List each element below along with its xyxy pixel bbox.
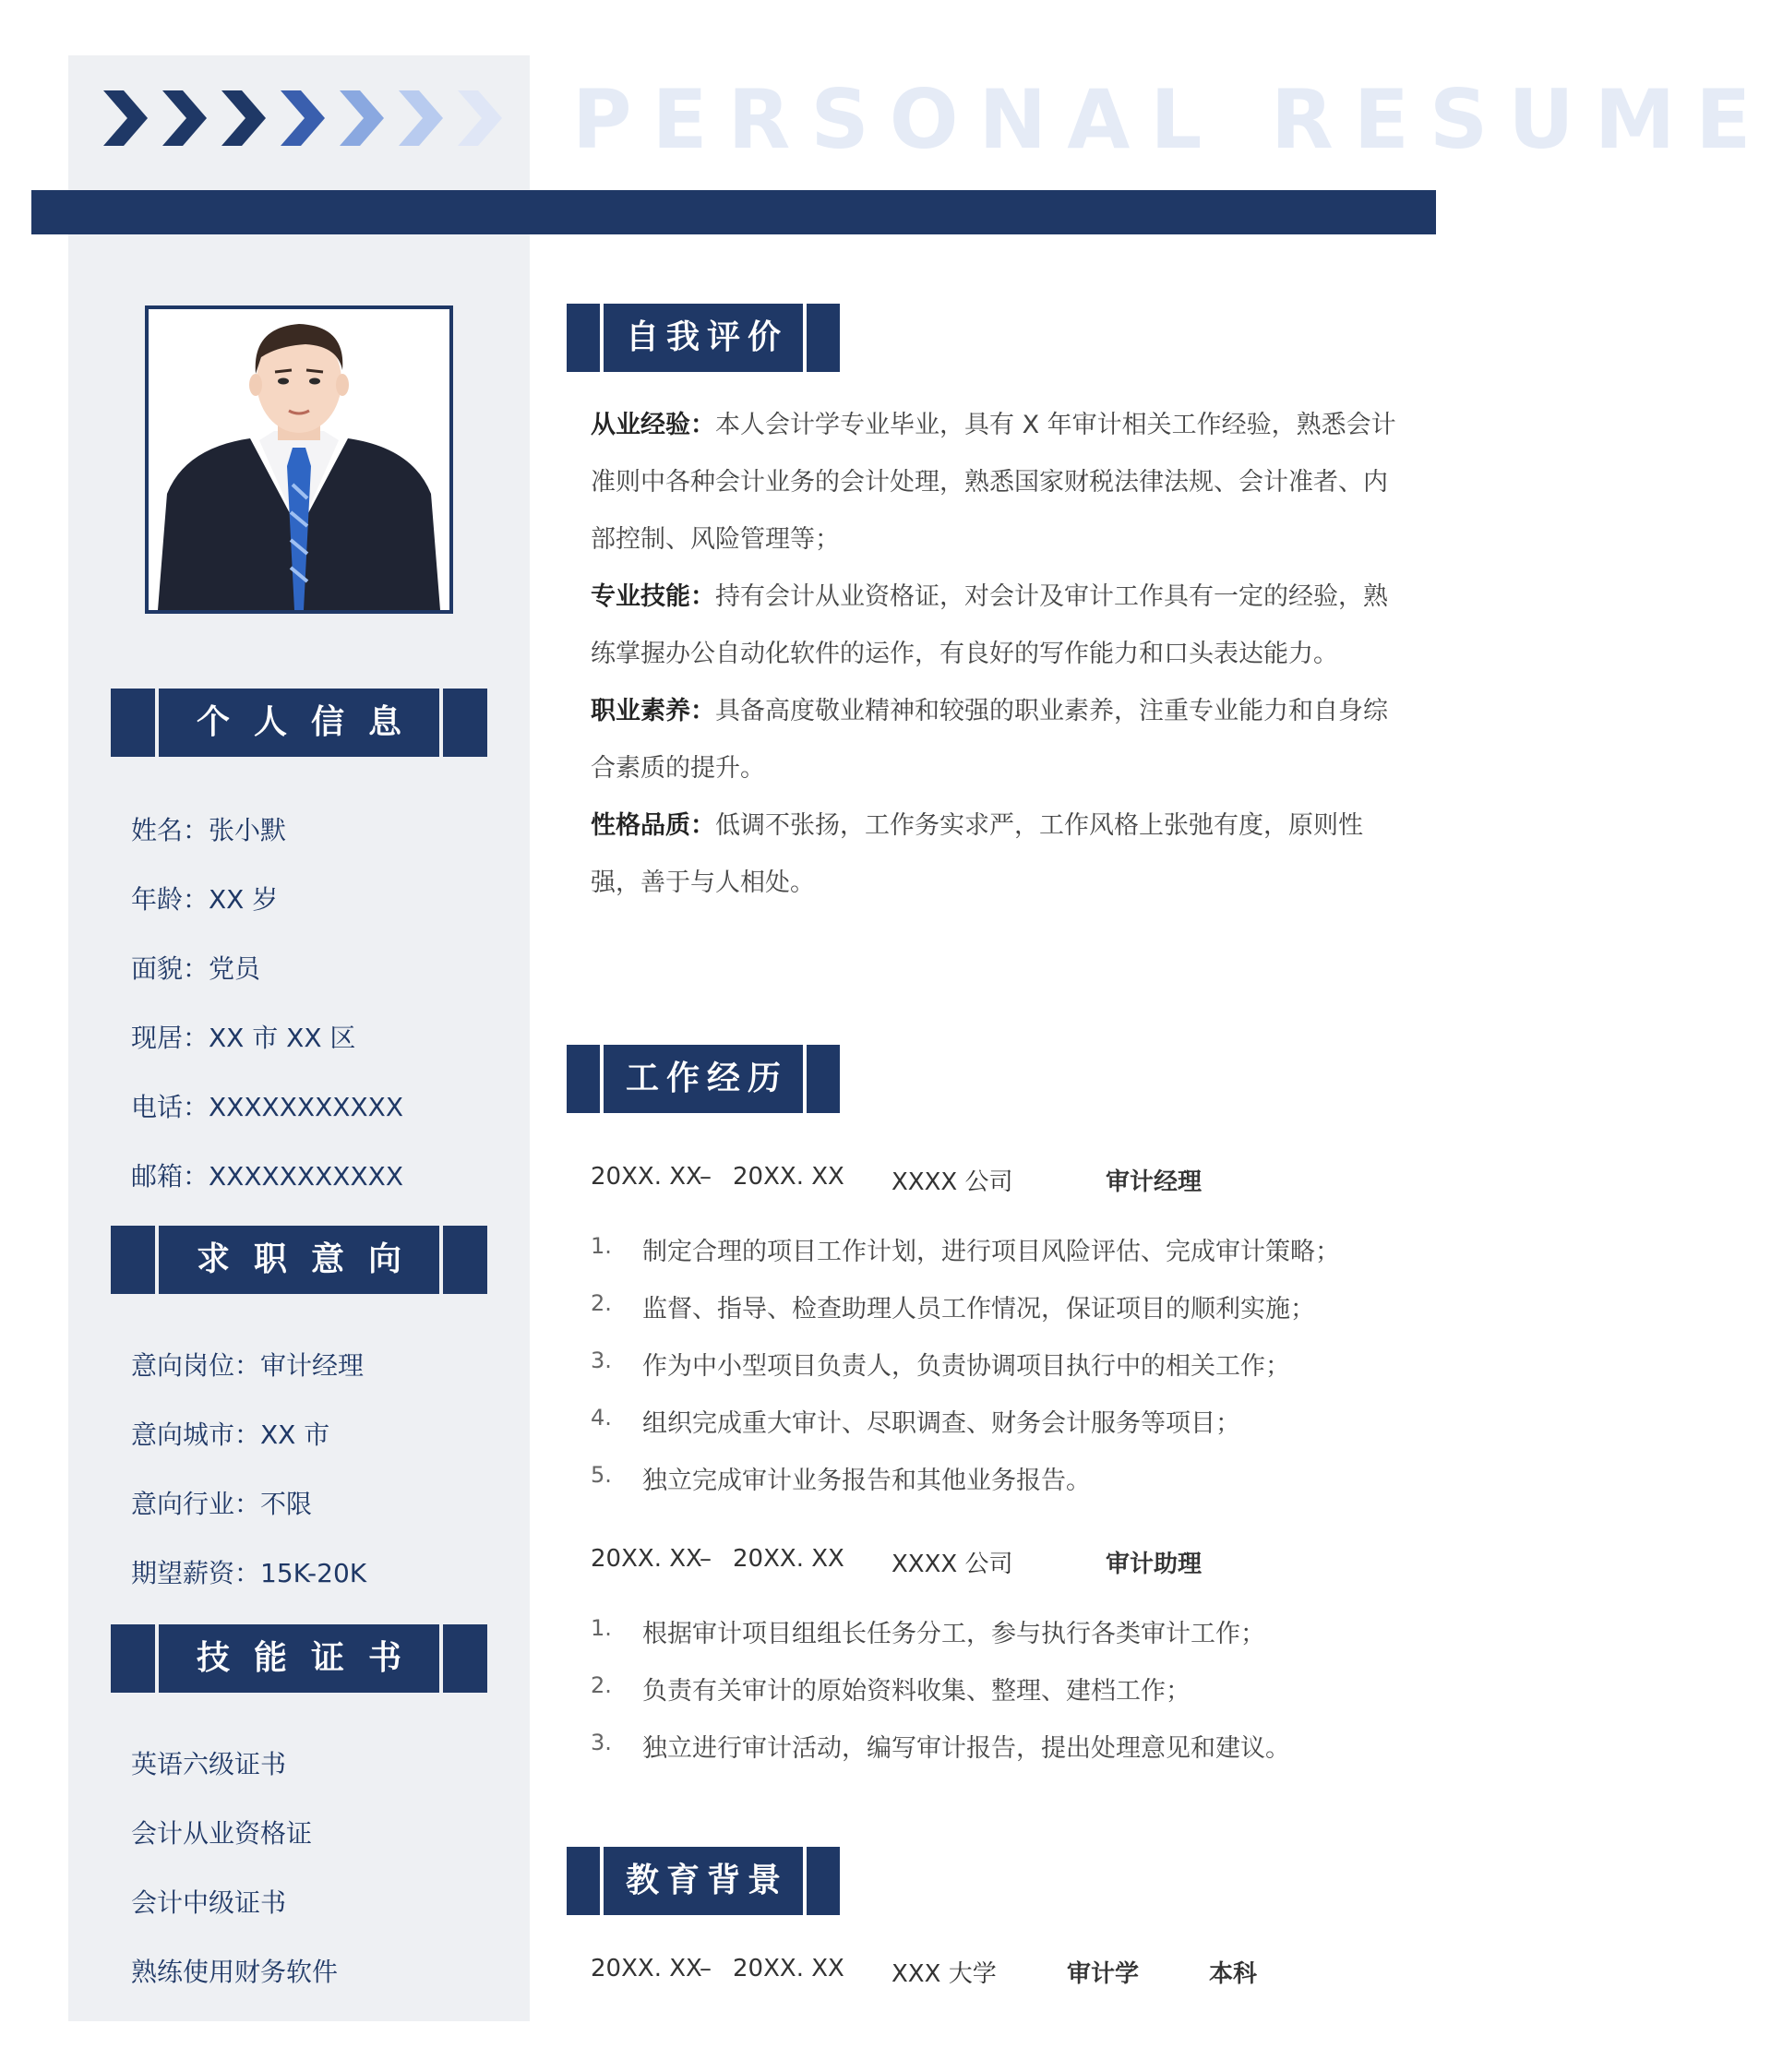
self-eval-header [567, 304, 840, 372]
edu-major: 审计学 [1067, 1960, 1140, 1988]
skills-header [111, 1624, 487, 1693]
chevron-right-icon [458, 90, 502, 146]
intention-header [111, 1226, 487, 1294]
edu-dash: – [700, 1955, 712, 1982]
edu-from: 20XX. XX [591, 1955, 702, 1982]
chevron-right-icon [103, 90, 148, 146]
chevron-right-icon [281, 90, 325, 146]
chevron-right-icon [221, 90, 266, 146]
skill-item: 会计中级证书 [131, 1887, 287, 1918]
job-role: 审计助理 [1106, 1551, 1203, 1578]
info-age: 年龄：XX 岁 [131, 884, 279, 915]
self-eval-entry: 职业素养：具备高度敬业精神和较强的职业素养，注重专业能力和自身综合素质的提升。 [591, 697, 1388, 783]
avatar-icon [149, 309, 449, 610]
edu-degree: 本科 [1209, 1960, 1258, 1988]
header-band [31, 190, 1436, 234]
info-residence: 现居：XX 市 XX 区 [131, 1023, 356, 1053]
info-politics: 面貌：党员 [131, 953, 261, 984]
edu-school: XXX 大学 [891, 1960, 997, 1988]
intention-position: 意向岗位：审计经理 [131, 1350, 365, 1381]
job-from: 20XX. XX [591, 1545, 702, 1573]
job-role: 审计经理 [1106, 1168, 1203, 1196]
self-eval-text [591, 397, 1403, 912]
skill-item: 英语六级证书 [131, 1749, 287, 1779]
self-eval-entry: 专业技能：持有会计从业资格证，对会计及审计工作具有一定的经验，熟练掌握办公自动化软件的运作，有良好的写作能力和口头表达能力。 [591, 582, 1388, 668]
job-company: XXXX 公司 [891, 1168, 1013, 1196]
info-phone: 电话：XXXXXXXXXXX [131, 1092, 403, 1122]
skill-item: 会计从业资格证 [131, 1818, 313, 1849]
edu-to: 20XX. XX [733, 1955, 844, 1982]
job-to: 20XX. XX [733, 1163, 844, 1191]
job-company: XXXX 公司 [891, 1551, 1013, 1578]
profile-photo [145, 305, 453, 614]
intention-city: 意向城市：XX 市 [131, 1419, 330, 1450]
self-eval-entry: 性格品质：低调不张扬，工作务实求严，工作风格上张弛有度，原则性强，善于与人相处。 [591, 811, 1363, 897]
self-eval-title: 自我评价 [625, 318, 788, 356]
info-email: 邮箱：XXXXXXXXXXX [131, 1161, 403, 1192]
job-dash: – [700, 1163, 712, 1191]
chevron-right-icon [162, 90, 207, 146]
job-dash: – [700, 1545, 712, 1573]
intention-title: 求职意向 [196, 1240, 425, 1278]
work-title: 工作经历 [625, 1060, 788, 1097]
job-to: 20XX. XX [733, 1545, 844, 1573]
work-header [567, 1045, 840, 1113]
skill-item: 熟练使用财务软件 [131, 1957, 339, 1987]
skills-title: 技能证书 [196, 1639, 425, 1677]
self-eval-entry: 从业经验：本人会计学专业毕业，具有 X 年审计相关工作经验，熟悉会计准则中各种会计业务的会计处理，熟悉国家财税法律法规、会计准者、内部控制、风险管理等； [591, 411, 1396, 554]
education-title: 教育背景 [625, 1862, 788, 1899]
intention-industry: 意向行业：不限 [131, 1489, 313, 1519]
job-from: 20XX. XX [591, 1163, 702, 1191]
chevron-right-icon [340, 90, 384, 146]
personal-info-header [111, 689, 487, 757]
resume-title: PERSONAL RESUME [572, 72, 1771, 167]
chevron-right-icon [399, 90, 443, 146]
info-name: 姓名：张小默 [131, 815, 287, 845]
personal-info-title: 个人信息 [196, 703, 425, 741]
intention-salary: 期望薪资：15K-20K [131, 1558, 367, 1588]
education-header [567, 1847, 840, 1915]
chevron-decoration [103, 90, 509, 150]
